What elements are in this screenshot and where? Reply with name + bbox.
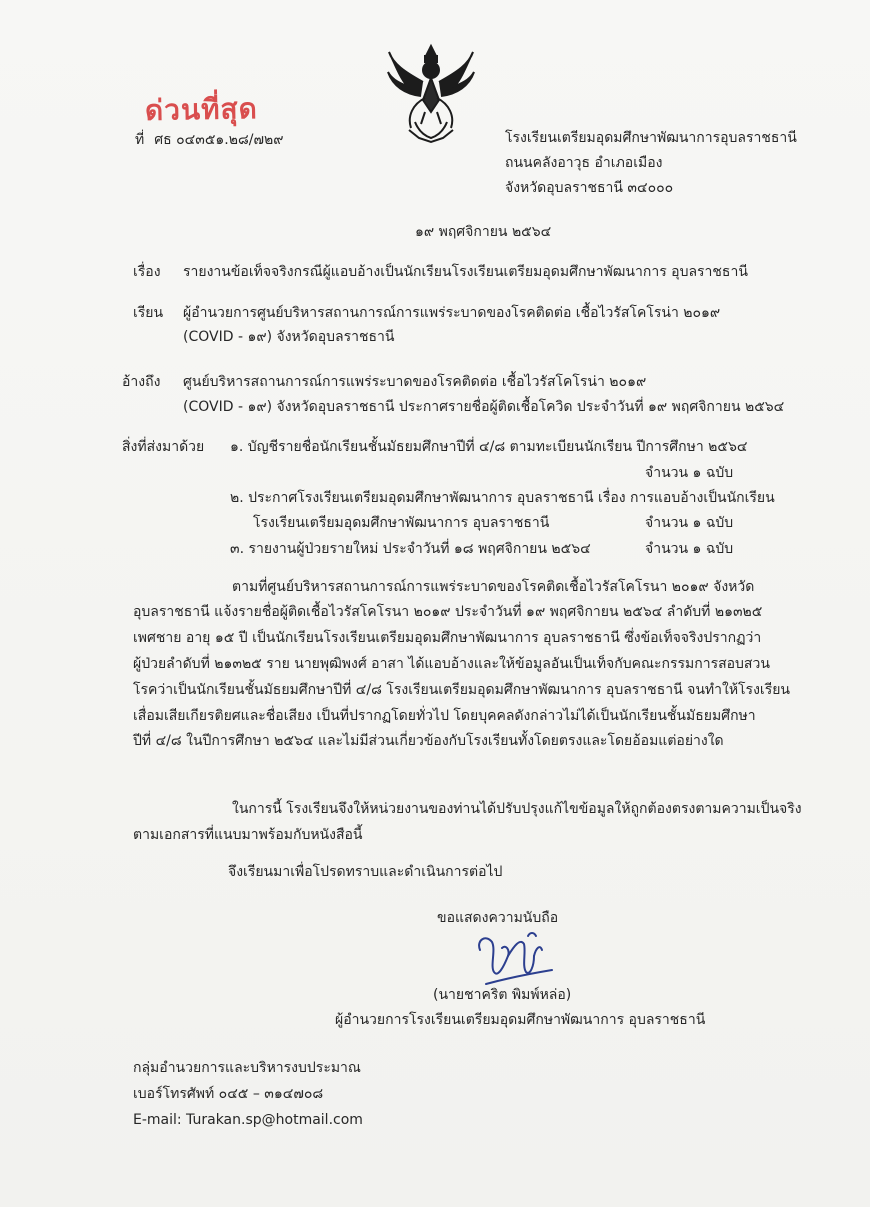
handwritten-signature	[468, 926, 558, 990]
body-p2-line-1: ในการนี้ โรงเรียนจึงให้หน่วยงานของท่านได้ปรับปรุงแก้ไขข้อมูลให้ถูกต้องตรงตามความเป็นจริง	[232, 801, 802, 817]
body-p1-line-2: อุบลราชธานี แจ้งรายชื่อผู้ติดเชื้อไวรัสโคโรนา ๒๐๑๙ ประจำวันที่ ๑๙ พฤศจิกายน ๒๕๖๔ ลำดับที่ ๒๑๓๒๕	[133, 604, 763, 620]
footer-phone: เบอร์โทรศัพท์ ๐๔๕ – ๓๑๔๗๐๘	[133, 1086, 324, 1102]
closing-request: จึงเรียนมาเพื่อโปรดทราบและดำเนินการต่อไป	[228, 864, 503, 880]
body-p1-line-7: ปีที่ ๔/๘ ในปีการศึกษา ๒๕๖๔ และไม่มีส่วนเกี่ยวข้องกับโรงเรียนทั้งโดยตรงและโดยอ้อมแต่อย่างใด	[133, 733, 724, 749]
letter-date: ๑๙ พฤศจิกายน ๒๕๖๔	[415, 224, 552, 240]
reference-line-1: ศูนย์บริหารสถานการณ์การแพร่ระบาดของโรคติดต่อ เชื้อไวรัสโคโรน่า ๒๐๑๙	[183, 374, 647, 390]
garuda-emblem-icon	[385, 42, 477, 146]
footer-department: กลุ่มอำนวยการและบริหารงบประมาณ	[133, 1060, 361, 1076]
sender-address-line-2: ถนนคลังอาวุธ อำเภอเมือง	[505, 155, 663, 171]
reference-label: อ้างถึง	[122, 374, 161, 390]
to-label: เรียน	[133, 305, 164, 321]
closing-phrase: ขอแสดงความนับถือ	[437, 910, 559, 926]
body-p1-line-5: โรคว่าเป็นนักเรียนชั้นมัธยมศึกษาปีที่ ๔/๘ โรงเรียนเตรียมอุดมศึกษาพัฒนาการ อุบลราชธานี จนทำให้โรงเรียน	[133, 682, 790, 698]
body-p1-line-4: ผู้ป่วยลำดับที่ ๒๑๓๒๕ ราย นายพุฒิพงศ์ อาสา ได้แอบอ้างและให้ข้อมูลอันเป็นเท็จกับคณะกรรมการสอบสวน	[133, 656, 770, 672]
doc-number-line	[135, 130, 284, 150]
enclosure-3-count: จำนวน ๑ ฉบับ	[645, 541, 734, 557]
body-p1-line-3: เพศชาย อายุ ๑๕ ปี เป็นนักเรียนโรงเรียนเตรียมอุดมศึกษาพัฒนาการ อุบลราชธานี ซึ่งข้อเท็จจริงปรากฏว่า	[133, 630, 762, 646]
enclosure-2-count: จำนวน ๑ ฉบับ	[645, 515, 734, 531]
body-p2-line-2: ตามเอกสารที่แนบมาพร้อมกับหนังสือนี้	[133, 827, 363, 843]
doc-number: ศธ ๐๔๓๕๑.๒๘/๗๒๙	[154, 132, 284, 148]
signer-title: ผู้อำนวยการโรงเรียนเตรียมอุดมศึกษาพัฒนาการ อุบลราชธานี	[335, 1012, 706, 1028]
enclosure-label: สิ่งที่ส่งมาด้วย	[122, 439, 205, 455]
body-p1-line-1: ตามที่ศูนย์บริหารสถานการณ์การแพร่ระบาดของโรคติดเชื้อไวรัสโคโรนา ๒๐๑๙ จังหวัด	[232, 579, 755, 595]
subject-text: รายงานข้อเท็จจริงกรณีผู้แอบอ้างเป็นนักเรียนโรงเรียนเตรียมอุดมศึกษาพัฒนาการ อุบลราชธานี	[183, 264, 748, 280]
enclosure-2-line-2: โรงเรียนเตรียมอุดมศึกษาพัฒนาการ อุบลราชธานี	[253, 515, 550, 531]
sender-address-line-1: โรงเรียนเตรียมอุดมศึกษาพัฒนาการอุบลราชธานี	[505, 130, 797, 146]
subject-label: เรื่อง	[133, 264, 161, 280]
enclosure-1-count: จำนวน ๑ ฉบับ	[645, 465, 734, 481]
enclosure-1-line-1: ๑. บัญชีรายชื่อนักเรียนชั้นมัธยมศึกษาปีที่ ๔/๘ ตามทะเบียนนักเรียน ปีการศึกษา ๒๕๖๔	[230, 439, 748, 455]
footer-email: E-mail: Turakan.sp@hotmail.com	[133, 1112, 363, 1128]
enclosure-2-line-1: ๒. ประกาศโรงเรียนเตรียมอุดมศึกษาพัฒนาการ อุบลราชธานี เรื่อง การแอบอ้างเป็นนักเรียน	[230, 490, 775, 506]
enclosure-3-line-1: ๓. รายงานผู้ป่วยรายใหม่ ประจำวันที่ ๑๘ พฤศจิกายน ๒๕๖๔	[230, 541, 591, 557]
reference-line-2: (COVID - ๑๙) จังหวัดอุบลราชธานี ประกาศรายชื่อผู้ติดเชื้อโควิด ประจำวันที่ ๑๙ พฤศจิกายน ๒๕๖๔	[183, 399, 785, 415]
to-line-1: ผู้อำนวยการศูนย์บริหารสถานการณ์การแพร่ระบาดของโรคติดต่อ เชื้อไวรัสโคโรน่า ๒๐๑๙	[183, 305, 721, 321]
body-p1-line-6: เสื่อมเสียเกียรติยศและชื่อเสียง เป็นที่ปรากฏโดยทั่วไป โดยบุคคลดังกล่าวไม่ได้เป็นนักเรียนชั้นมัธยมศึกษา	[133, 708, 756, 724]
sender-address-line-3: จังหวัดอุบลราชธานี ๓๔๐๐๐	[505, 180, 674, 196]
doc-number-label: ที่	[135, 132, 145, 148]
signer-name: (นายชาคริต พิมพ์หล่อ)	[433, 987, 572, 1003]
to-line-2: (COVID - ๑๙) จังหวัดอุบลราชธานี	[183, 329, 395, 345]
urgency-stamp: ด่วนที่สุด	[144, 92, 259, 127]
